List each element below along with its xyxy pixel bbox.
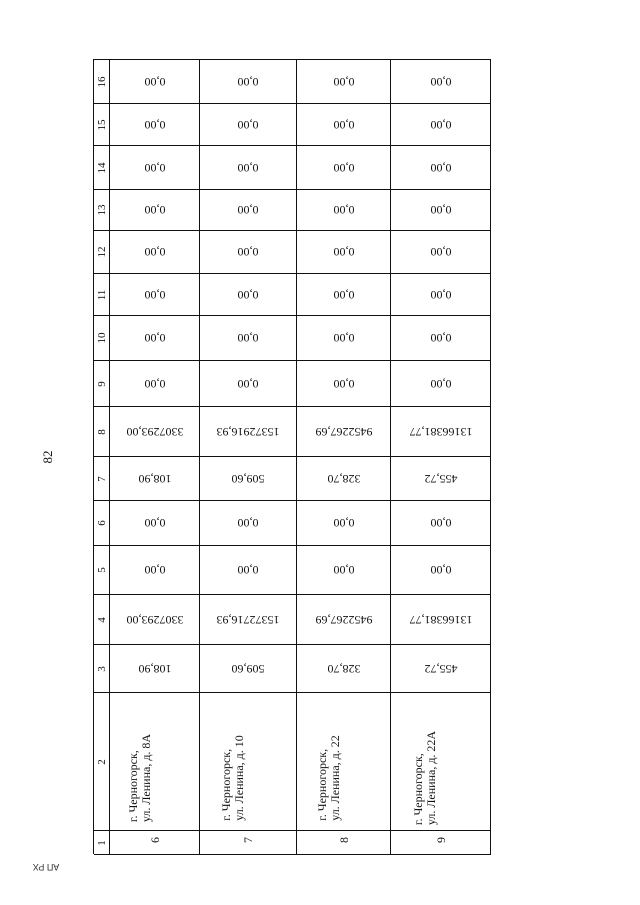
value-cell-text: 0,00	[237, 74, 259, 89]
column-header-label: 1	[95, 839, 108, 846]
table-cell	[297, 645, 391, 693]
table-cell	[110, 190, 200, 231]
value-cell-text: 0,00	[237, 245, 259, 259]
value-cell-text: 0,00	[144, 287, 165, 302]
table-cell	[110, 104, 200, 146]
value-cell-text: 0,00	[144, 245, 165, 259]
table-cell	[391, 274, 491, 316]
table-cell	[110, 595, 200, 645]
column-header-label: 14	[95, 162, 108, 173]
column-header-cell	[94, 501, 110, 546]
column-header-label: 15	[95, 119, 108, 130]
address-street: ул. Ленина, д. 10	[231, 735, 246, 821]
table-cell	[200, 831, 297, 855]
value-cell-text: 0,00	[237, 563, 259, 577]
value-cell-text: 0,00	[144, 203, 165, 217]
value-cell-text: 15372916,93	[216, 424, 280, 439]
table-cell	[200, 546, 297, 595]
column-header-cell	[94, 645, 110, 693]
column-header-label: 11	[95, 289, 108, 300]
value-cell-text: 0,00	[144, 160, 165, 175]
column-header-label: 9	[95, 380, 108, 387]
value-cell-text: 0,00	[144, 74, 165, 89]
column-header-cell	[94, 595, 110, 645]
table-cell	[110, 693, 200, 831]
value-cell-text: 0,00	[237, 287, 259, 302]
table-cell	[391, 457, 491, 501]
table-cell	[200, 645, 297, 693]
table-cell	[200, 316, 297, 361]
table-cell	[297, 831, 391, 855]
value-cell-text: 0,00	[237, 376, 259, 391]
address-city: г. Черногорск,	[218, 748, 233, 821]
column-header-label: 4	[95, 616, 108, 623]
table-cell	[297, 231, 391, 274]
table-cell	[391, 546, 491, 595]
value-cell-text: 0,00	[430, 160, 451, 175]
value-cell-text: 108,90	[138, 471, 171, 486]
column-header-label: 10	[95, 332, 108, 344]
table-cell	[110, 831, 200, 855]
column-header-cell	[94, 457, 110, 501]
table-cell	[391, 146, 491, 190]
table-cell	[297, 60, 391, 104]
value-cell-text: 0,00	[237, 160, 259, 175]
value-cell-text: 0,00	[144, 331, 165, 345]
value-cell-text: 0,00	[333, 203, 354, 217]
table-cell	[200, 231, 297, 274]
column-header-cell	[94, 190, 110, 231]
column-header-label: 5	[95, 567, 108, 573]
value-cell-text: 108,90	[138, 661, 171, 676]
table-cell	[391, 190, 491, 231]
column-header-label: 7	[95, 475, 108, 482]
column-header-cell	[94, 274, 110, 316]
column-header-cell	[94, 693, 110, 831]
table-cell	[297, 546, 391, 595]
column-header-cell	[94, 831, 110, 855]
column-header-label: 3	[95, 665, 108, 672]
table-cell	[391, 316, 491, 361]
value-cell-text: 0,00	[430, 117, 451, 132]
table-cell	[200, 60, 297, 104]
table-cell	[391, 645, 491, 693]
table-cell	[110, 146, 200, 190]
value-cell-text: 0,00	[237, 516, 259, 530]
page-number: 82	[40, 450, 55, 464]
column-header-label: 8	[95, 428, 108, 435]
value-cell-text: 9452267,69	[315, 424, 372, 439]
table-cell	[200, 274, 297, 316]
value-cell-text: 0,00	[430, 74, 451, 89]
value-cell-text: 0,00	[144, 563, 165, 577]
address-street: ул. Ленина, д. 8А	[139, 733, 154, 823]
column-header-label: 12	[95, 246, 108, 258]
value-cell-text: 328,70	[327, 661, 360, 676]
table-cell	[200, 361, 297, 407]
value-cell-text: 0,00	[144, 516, 165, 530]
address-city: г. Черногорск,	[410, 753, 425, 826]
table-cell	[391, 595, 491, 645]
table-cell	[200, 457, 297, 501]
column-header-label: 6	[95, 520, 108, 526]
value-cell-text: 0,00	[333, 160, 354, 175]
address-text	[316, 735, 342, 821]
table-cell	[391, 361, 491, 407]
table-cell	[200, 595, 297, 645]
value-cell-text: 0,00	[430, 203, 451, 217]
value-cell-text: 0,00	[333, 117, 354, 132]
table-cell	[391, 831, 491, 855]
value-cell-text: 13166381,77	[409, 612, 472, 627]
value-cell-text: 328,70	[327, 471, 360, 486]
value-cell-text: 0,00	[430, 287, 451, 302]
row-number: 8	[336, 837, 351, 843]
table-cell	[200, 693, 297, 831]
table-cell	[110, 546, 200, 595]
value-cell-text: 0,00	[333, 376, 354, 391]
value-cell-text: 455,72	[424, 661, 457, 676]
column-header-cell	[94, 546, 110, 595]
address-street: ул. Ленина, д. 22	[327, 735, 342, 821]
table-cell	[200, 501, 297, 546]
column-header-cell	[94, 316, 110, 361]
value-cell-text: 455,72	[424, 471, 457, 486]
column-header-cell	[94, 60, 110, 104]
table-cell	[391, 407, 491, 457]
table-cell	[391, 693, 491, 831]
rotated-data-table	[93, 59, 491, 854]
value-cell-text: 0,00	[144, 117, 165, 132]
row-number: 6	[147, 837, 162, 843]
table-cell	[297, 501, 391, 546]
value-cell-text: 0,00	[430, 376, 451, 391]
table-cell	[297, 361, 391, 407]
table-cell	[297, 104, 391, 146]
value-cell-text: 9452267,69	[315, 612, 372, 627]
value-cell-text: 0,00	[144, 376, 165, 391]
table-cell	[391, 60, 491, 104]
table-cell	[297, 457, 391, 501]
table-cell	[391, 231, 491, 274]
value-cell-text: 0,00	[430, 516, 451, 530]
table-cell	[297, 274, 391, 316]
column-header-label: 13	[95, 204, 108, 216]
value-cell-text: 0,00	[430, 245, 451, 259]
row-number: 9	[433, 837, 448, 843]
value-cell-text: 3307293,00	[126, 612, 183, 627]
address-text	[127, 734, 153, 822]
table-cell	[110, 361, 200, 407]
column-header-cell	[94, 146, 110, 190]
value-cell-text: 13166381,77	[409, 424, 472, 439]
table-cell	[110, 274, 200, 316]
table-cell	[200, 146, 297, 190]
table-cell	[110, 457, 200, 501]
column-header-label: 16	[95, 76, 108, 87]
address-street: ул. Ленина, д. 22А	[423, 730, 438, 826]
table-cell	[297, 146, 391, 190]
value-cell-text: 0,00	[237, 331, 259, 345]
footer-archive-mark: АП РХ	[32, 862, 60, 872]
table-cell	[297, 190, 391, 231]
address-text	[220, 735, 246, 821]
table-cell	[110, 316, 200, 361]
value-cell-text: 0,00	[430, 563, 451, 577]
table-cell	[297, 595, 391, 645]
address-text	[412, 731, 438, 825]
table-cell	[110, 231, 200, 274]
table-cell	[110, 407, 200, 457]
value-cell-text: 509,60	[231, 661, 265, 676]
value-cell-text: 15372716,93	[216, 612, 280, 627]
column-header-label: 2	[95, 758, 108, 765]
value-cell-text: 0,00	[430, 331, 451, 345]
value-cell-text: 0,00	[333, 287, 354, 302]
table-cell	[297, 693, 391, 831]
table-cell	[391, 104, 491, 146]
column-header-cell	[94, 231, 110, 274]
table-cell	[110, 501, 200, 546]
table-cell	[200, 407, 297, 457]
value-cell-text: 3307293,00	[126, 424, 183, 439]
value-cell-text: 0,00	[333, 516, 354, 530]
value-cell-text: 0,00	[333, 74, 354, 89]
column-header-cell	[94, 407, 110, 457]
table-cell	[391, 501, 491, 546]
value-cell-text: 0,00	[237, 203, 259, 217]
table-cell	[200, 104, 297, 146]
value-cell-text: 0,00	[333, 563, 354, 577]
column-header-cell	[94, 361, 110, 407]
table-cell	[200, 190, 297, 231]
table-cell	[297, 407, 391, 457]
value-cell-text: 509,60	[231, 471, 265, 486]
table-cell	[110, 60, 200, 104]
column-header-cell	[94, 104, 110, 146]
table-cell	[110, 645, 200, 693]
value-cell-text: 0,00	[333, 331, 354, 345]
address-city: г. Черногорск,	[126, 750, 141, 823]
row-number: 7	[241, 837, 255, 843]
table-cell	[297, 316, 391, 361]
value-cell-text: 0,00	[333, 245, 354, 259]
value-cell-text: 0,00	[237, 117, 259, 132]
address-city: г. Черногорск,	[314, 748, 329, 821]
